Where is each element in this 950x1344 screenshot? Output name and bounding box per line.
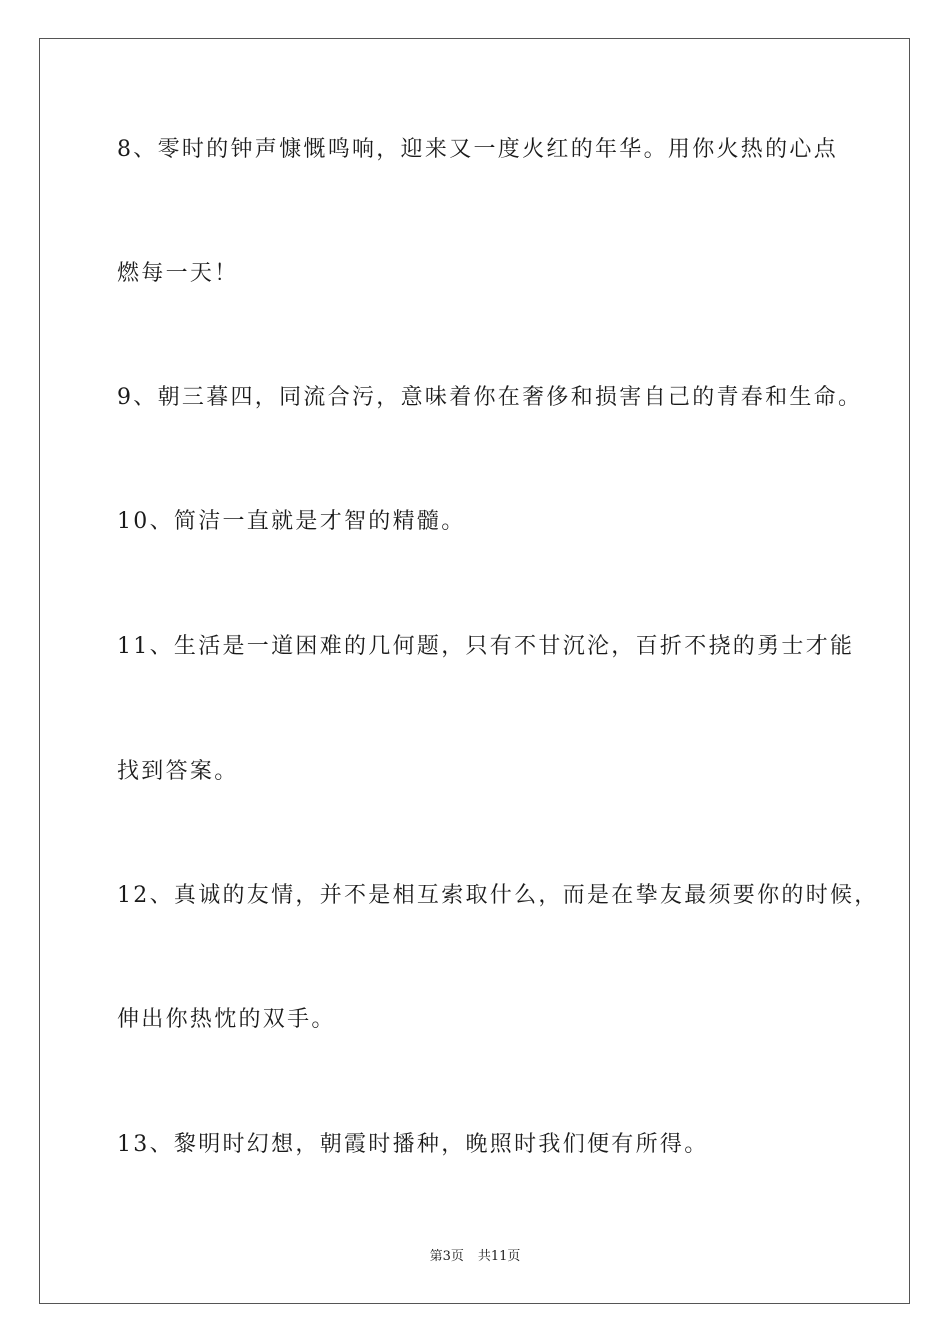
page-border (39, 38, 910, 1304)
page-total: 共11页 (477, 1249, 521, 1264)
text-line: 13、黎明时幻想，朝霞时播种，晚照时我们便有所得。 (117, 1132, 709, 1157)
text-line: 9、朝三暮四，同流合污，意味着你在奢侈和损害自己的青春和生命。 (117, 385, 863, 410)
text-line: 8、零时的钟声慷慨鸣响，迎来又一度火红的年华。用你火热的心点 (117, 137, 838, 162)
text-line: 伸出你热忱的双手。 (117, 1007, 336, 1032)
text-line: 找到答案。 (117, 759, 239, 784)
text-line: 燃每一天！ (117, 261, 239, 286)
text-line: 11、生活是一道困难的几何题，只有不甘沉沦，百折不挠的勇士才能 (117, 634, 855, 659)
page-footer (0, 1249, 950, 1265)
page-number: 第3页 (429, 1249, 464, 1264)
text-line: 10、简洁一直就是才智的精髓。 (117, 509, 466, 534)
text-line: 12、真诚的友情，并不是相互索取什么，而是在挚友最须要你的时候， (117, 883, 879, 908)
